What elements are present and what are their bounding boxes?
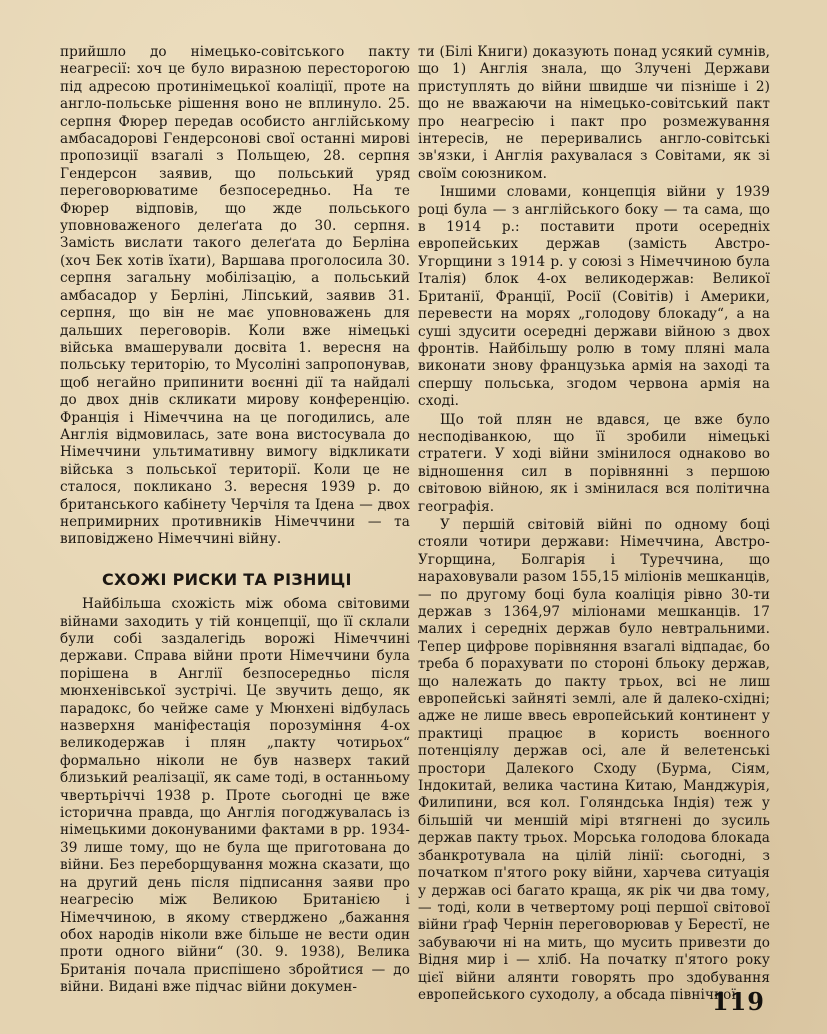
page-number: 119 [711,987,765,1016]
paragraph: У першій світовій війні по одному боці стояли чотири держави: Німеччина, Австро-Угорщина, Болгарія і Туреччина, що нараховували разом 155,15 міліонів мешканців, — по другому боці була коаліція рівно 30-ти держав з 1364,97 міліонами мешканців. 17 малих і середніх держав було невтральними. Тепер цифрове порівняння взагалі відпадає, бо треба б порахувати по стороні бльоку держав, що належать до пакту трьох, всі не лиш европейські зайняті землі, але й далеко-східні; адже не лише ввесь европейський континент у практиці працює в користь воєнного потенціялу держав осі, але й велетенські простори Далекого Сходу (Бурма, Сіям, Індокитай, велика частина Китаю, Манджурія, Филипини, вся кол. Голяндська Індія) теж у більшій чи меншій мірі втягнені до зусиль держав пакту трьох. Морська голодова блокада збанкротувала на цілій лінії: сьогодні, з початком п'ятого року війни, харчева ситуація у держав осі багато краща, як рік чи два тому, — тоді, коли в четвертому році першої світової війни ґраф Чернін переговорював у Берестї, не забуваючи ні на мить, що мусить привезти до Відня мир і — хліб. На початку п'ятого року цієї війни алянти говорять про здобування европейського суходолу, а обсада північної [418,516,770,1003]
paragraph: Що той плян не вдався, це вже було несподіванкою, що її зробили німецькі стратеги. У ході війни змінилося однаково во відношення сил в порівнянні з першою світовою війною, як і змінилася вся політична географія. [418,411,770,515]
paragraph: Іншими словами, концепція війни у 1939 році була — з англійського боку — та сама, що в 1914 р.: поставити проти осередніх европейських держав (замість Австро-Угорщини з 1914 р. у союзі з Німеччиною була Італія) блок 4-ох великодержав: Великої Британії, Франції, Росії (Совітів) і Америки, перевести на морях „голодову блокаду“, а на суші здусити осередні держави війною з двох фронтів. Найбільшу ролю в тому пляні мала виконати знову французька армія на заході та спершу польська, згодом червона армія на сході. [418,184,770,410]
left-column [60,44,410,997]
right-column [418,44,770,1004]
paragraph: прийшло до німецько-совітського пакту неагресії: хоч це було виразною пересторогою під адресою протинімецької коаліції, проте на англо-польське рішення воно не вплинуло. 25. серпня Фюрер передав особисто англійському амбасадорові Гендерсонові свої останні мирові пропозиції взагалі з Польщею, 28. серпня Гендерсон заявив, що польський уряд переговорюватиме безпосередньо. На те Фюрер відповів, що жде польського уповноваженого делеґата до 30. серпня. Замість вислати такого делеґата до Берліна (хоч Бек хотів їхати), Варшава проголосила 30. серпня загальну мобілізацію, а польський амбасадор у Берліні, Ліпський, заявив 31. серпня, що він не має уповноважень для дальших переговорів. Коли вже німецькі війська вмашерували досвіта 1. вересня на польську територію, то Мусоліні запропонував, щоб негайно припинити воєнні дії та найдалі до двох днів скликати мирову конференцію. Франція і Німеччина на це погодились, але Англія відмовилась, зате вона вистосувала до Німеччини ультимативну вимогу відкликати війська з польської території. Коли це не сталося, покликано 3. вересня 1939 р. до британського кабінету Черчіля та Ідена — двох непримирних противників Німеччини — та виповіджено Німеччині війну. [60,44,410,548]
section-heading: СХОЖІ РИСКИ ТА РІЗНИЦІ [102,569,352,589]
paragraph: Найбільша схожість між обома світовими війнами заходить у тій концепції, що її склали були собі заздалегідь ворожі Німеччині держави. Справа війни проти Німеччини була порішена в Англії безпосередньо після мюнхенівської зустрічі. Це звучить дещо, як парадокс, бо чейже саме у Мюнхені відбулась назверхня маніфестація порозуміння 4-ох великодержав і плян „пакту чотирьох“ формально ніколи не був назверх такий близький реалізації, як саме тоді, в останньому чвертьріччі 1938 р. Проте сьогодні це вже історична правда, що Англія погоджувалась із німецькими доконуваними фактами в рр. 1934-39 лише тому, що не була ще приготована до війни. Без переборщування можна сказати, що на другий день після підписання заяви про неагресію між Великою Британією і Німеччиною, в якому стверджено „бажання обох народів ніколи вже більше не вести один проти одного війни“ (30. 9. 1938), Велика Британія почала приспішено збройтися — до війни. Видані вже підчас війни докумен- [60,596,410,996]
paragraph: ти (Білі Книги) доказують понад усякий сумнів, що 1) Англія знала, що Злучені Держави приступлять до війни швидше чи пізніше і 2) що не вважаючи на німецько-совітський пакт про неагресію і пакт про розмежування інтересів, не переривались англо-совітські зв'язки, і Англія рахувалася з Совітами, як зі своїм союзником. [418,44,770,182]
